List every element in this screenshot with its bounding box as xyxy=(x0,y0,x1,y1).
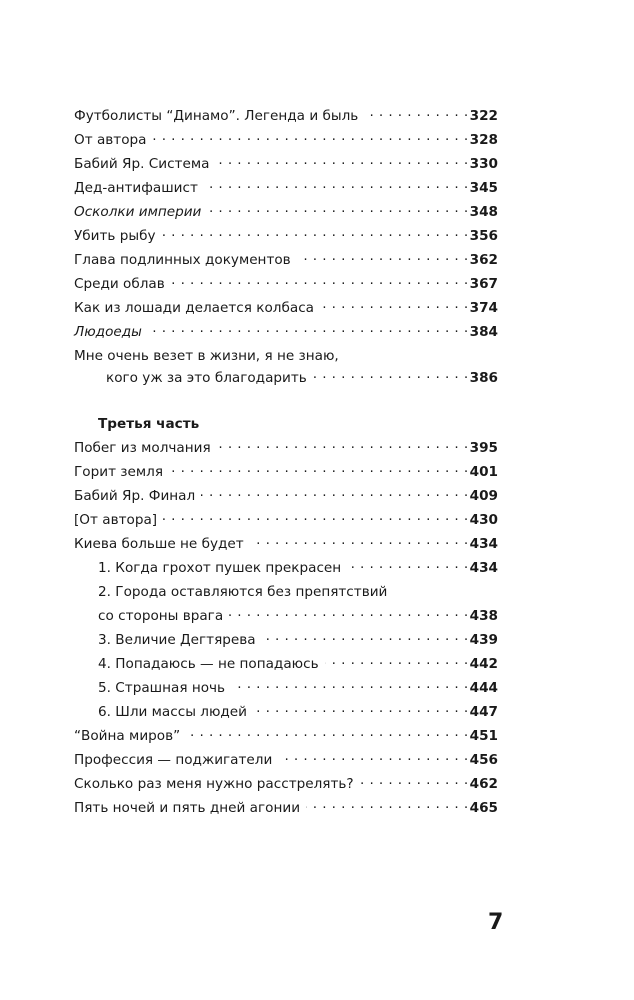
section-heading: Третья часть xyxy=(98,416,200,432)
toc-sub-entry-title: 3. Величие Дегтярева xyxy=(98,632,256,648)
dot-leader xyxy=(360,774,469,788)
dot-leader xyxy=(325,654,469,668)
toc-entry-page: 330 xyxy=(469,156,498,172)
toc-sub-entry-title: 6. Шли массы людей xyxy=(98,704,247,720)
toc-entry-title: “Война миров” xyxy=(74,728,181,744)
toc-entry-page: 384 xyxy=(469,324,498,340)
toc-sub-entry[interactable] xyxy=(74,700,498,724)
toc-entry-multiline[interactable] xyxy=(74,346,498,366)
toc-entry[interactable] xyxy=(74,772,498,796)
toc-entry[interactable] xyxy=(74,152,498,176)
toc-entry-title: [От автора] xyxy=(74,512,158,528)
toc-entry-page: 322 xyxy=(469,108,498,124)
toc-entry[interactable] xyxy=(74,128,498,152)
dot-leader xyxy=(163,510,469,524)
toc-entry[interactable] xyxy=(74,200,498,224)
toc-entry-page: 434 xyxy=(469,560,498,576)
toc-entry-page: 401 xyxy=(469,464,498,480)
dot-leader xyxy=(152,130,468,144)
toc-entry[interactable] xyxy=(74,320,498,344)
dot-leader xyxy=(250,534,469,548)
toc-entry-page: 438 xyxy=(469,608,498,624)
dot-leader xyxy=(229,606,468,620)
toc-entry-title: Бабий Яр. Финал xyxy=(74,488,196,504)
toc-entry-title: Горит земля xyxy=(74,464,164,480)
toc-entry-page: 444 xyxy=(469,680,498,696)
dot-leader xyxy=(169,462,469,476)
toc-entry-page: 451 xyxy=(469,728,498,744)
toc-entry-page: 348 xyxy=(469,204,498,220)
toc-entry-title-line1: Мне очень везет в жизни, я не знаю, xyxy=(74,348,339,364)
toc-entry[interactable] xyxy=(74,748,498,772)
toc-entry-page: 456 xyxy=(469,752,498,768)
toc-entry-title: Убить рыбу xyxy=(74,228,156,244)
toc-entry-page: 430 xyxy=(469,512,498,528)
dot-leader xyxy=(217,438,469,452)
toc-entry[interactable] xyxy=(74,224,498,248)
dot-leader xyxy=(278,750,468,764)
toc-entry[interactable] xyxy=(74,176,498,200)
toc-entry-page: 442 xyxy=(469,656,498,672)
toc-entry-page: 356 xyxy=(469,228,498,244)
dot-leader xyxy=(215,154,468,168)
toc-entry-title: Пять ночей и пять дней агонии xyxy=(74,800,301,816)
toc-entry-page: 362 xyxy=(469,252,498,268)
toc-entry-page: 447 xyxy=(469,704,498,720)
toc-sub-entry-title: 4. Попадаюсь — не попадаюсь xyxy=(98,656,319,672)
dot-leader xyxy=(364,106,468,120)
toc-sub-entry-title: 1. Когда грохот пушек прекрасен xyxy=(98,560,342,576)
toc-entry-title: Людоеды xyxy=(74,324,142,340)
toc-entry-title: Профессия — поджигатели xyxy=(74,752,273,768)
toc-sub-entry-title: 5. Страшная ночь xyxy=(98,680,226,696)
dot-leader xyxy=(231,678,469,692)
dot-leader xyxy=(262,630,469,644)
toc-entry[interactable] xyxy=(74,248,498,272)
toc-sub-entry-title-line2: со стороны врага xyxy=(98,608,224,624)
toc-entry[interactable] xyxy=(74,460,498,484)
page-number: 7 xyxy=(488,910,504,935)
toc-entry-page: 374 xyxy=(469,300,498,316)
toc-entry[interactable] xyxy=(74,796,498,820)
toc-entry[interactable] xyxy=(74,484,498,508)
toc-entry-title: От автора xyxy=(74,132,147,148)
toc-entry-page: 345 xyxy=(469,180,498,196)
toc-entry-page: 434 xyxy=(469,536,498,552)
toc-entry-page: 409 xyxy=(469,488,498,504)
toc-entry-title: Как из лошади делается колбаса xyxy=(74,300,314,316)
dot-leader xyxy=(347,558,468,572)
toc-entry-page: 386 xyxy=(469,370,498,386)
dot-leader xyxy=(297,250,469,264)
dot-leader xyxy=(171,274,469,288)
dot-leader xyxy=(186,726,468,740)
toc-entry-title: Футболисты “Динамо”. Легенда и быль xyxy=(74,108,359,124)
dot-leader xyxy=(313,368,469,382)
toc-sub-entry[interactable] xyxy=(74,628,498,652)
toc-entry-title: Побег из молчания xyxy=(74,440,211,456)
toc-entry-page: 462 xyxy=(469,776,498,792)
toc-sub-entry-title-line1: 2. Города оставляются без препятствий xyxy=(98,584,388,600)
table-of-contents xyxy=(74,104,498,820)
toc-entry[interactable] xyxy=(74,436,498,460)
toc-entry-title: Среди облав xyxy=(74,276,165,292)
toc-entry-title: Сколько раз меня нужно расстрелять? xyxy=(74,776,354,792)
toc-entry-page: 439 xyxy=(469,632,498,648)
toc-sub-entry[interactable] xyxy=(74,556,498,580)
toc-entry-page: 328 xyxy=(469,132,498,148)
toc-sub-entry[interactable] xyxy=(74,676,498,700)
toc-entry-title: Глава подлинных документов xyxy=(74,252,291,268)
toc-entry[interactable] xyxy=(74,296,498,320)
toc-entry-title-line2: кого уж за это благодарить xyxy=(106,370,307,386)
toc-entry-title: Осколки империи xyxy=(74,204,202,220)
toc-entry-title: Дед-антифашист xyxy=(74,180,198,196)
toc-entry-page: 395 xyxy=(469,440,498,456)
toc-entry[interactable] xyxy=(74,508,498,532)
toc-entry-page: 367 xyxy=(469,276,498,292)
toc-entry-title: Бабий Яр. Система xyxy=(74,156,210,172)
dot-leader xyxy=(207,202,468,216)
toc-entry-page: 465 xyxy=(469,800,498,816)
toc-sub-entry[interactable] xyxy=(74,652,498,676)
dot-leader xyxy=(201,486,468,500)
dot-leader xyxy=(320,298,469,312)
dot-leader xyxy=(306,798,469,812)
toc-entry[interactable] xyxy=(74,272,498,296)
toc-entry[interactable] xyxy=(74,724,498,748)
toc-entry-title: Киева больше не будет xyxy=(74,536,244,552)
toc-sub-entry-multiline[interactable] xyxy=(74,580,498,604)
toc-entry-multiline-continuation[interactable] xyxy=(74,366,498,390)
dot-leader xyxy=(204,178,469,192)
toc-sub-entry-multiline-continuation[interactable] xyxy=(74,604,498,628)
toc-entry[interactable] xyxy=(74,104,498,128)
dot-leader xyxy=(253,702,469,716)
dot-leader xyxy=(148,322,469,336)
toc-entry[interactable] xyxy=(74,532,498,556)
dot-leader xyxy=(162,226,469,240)
